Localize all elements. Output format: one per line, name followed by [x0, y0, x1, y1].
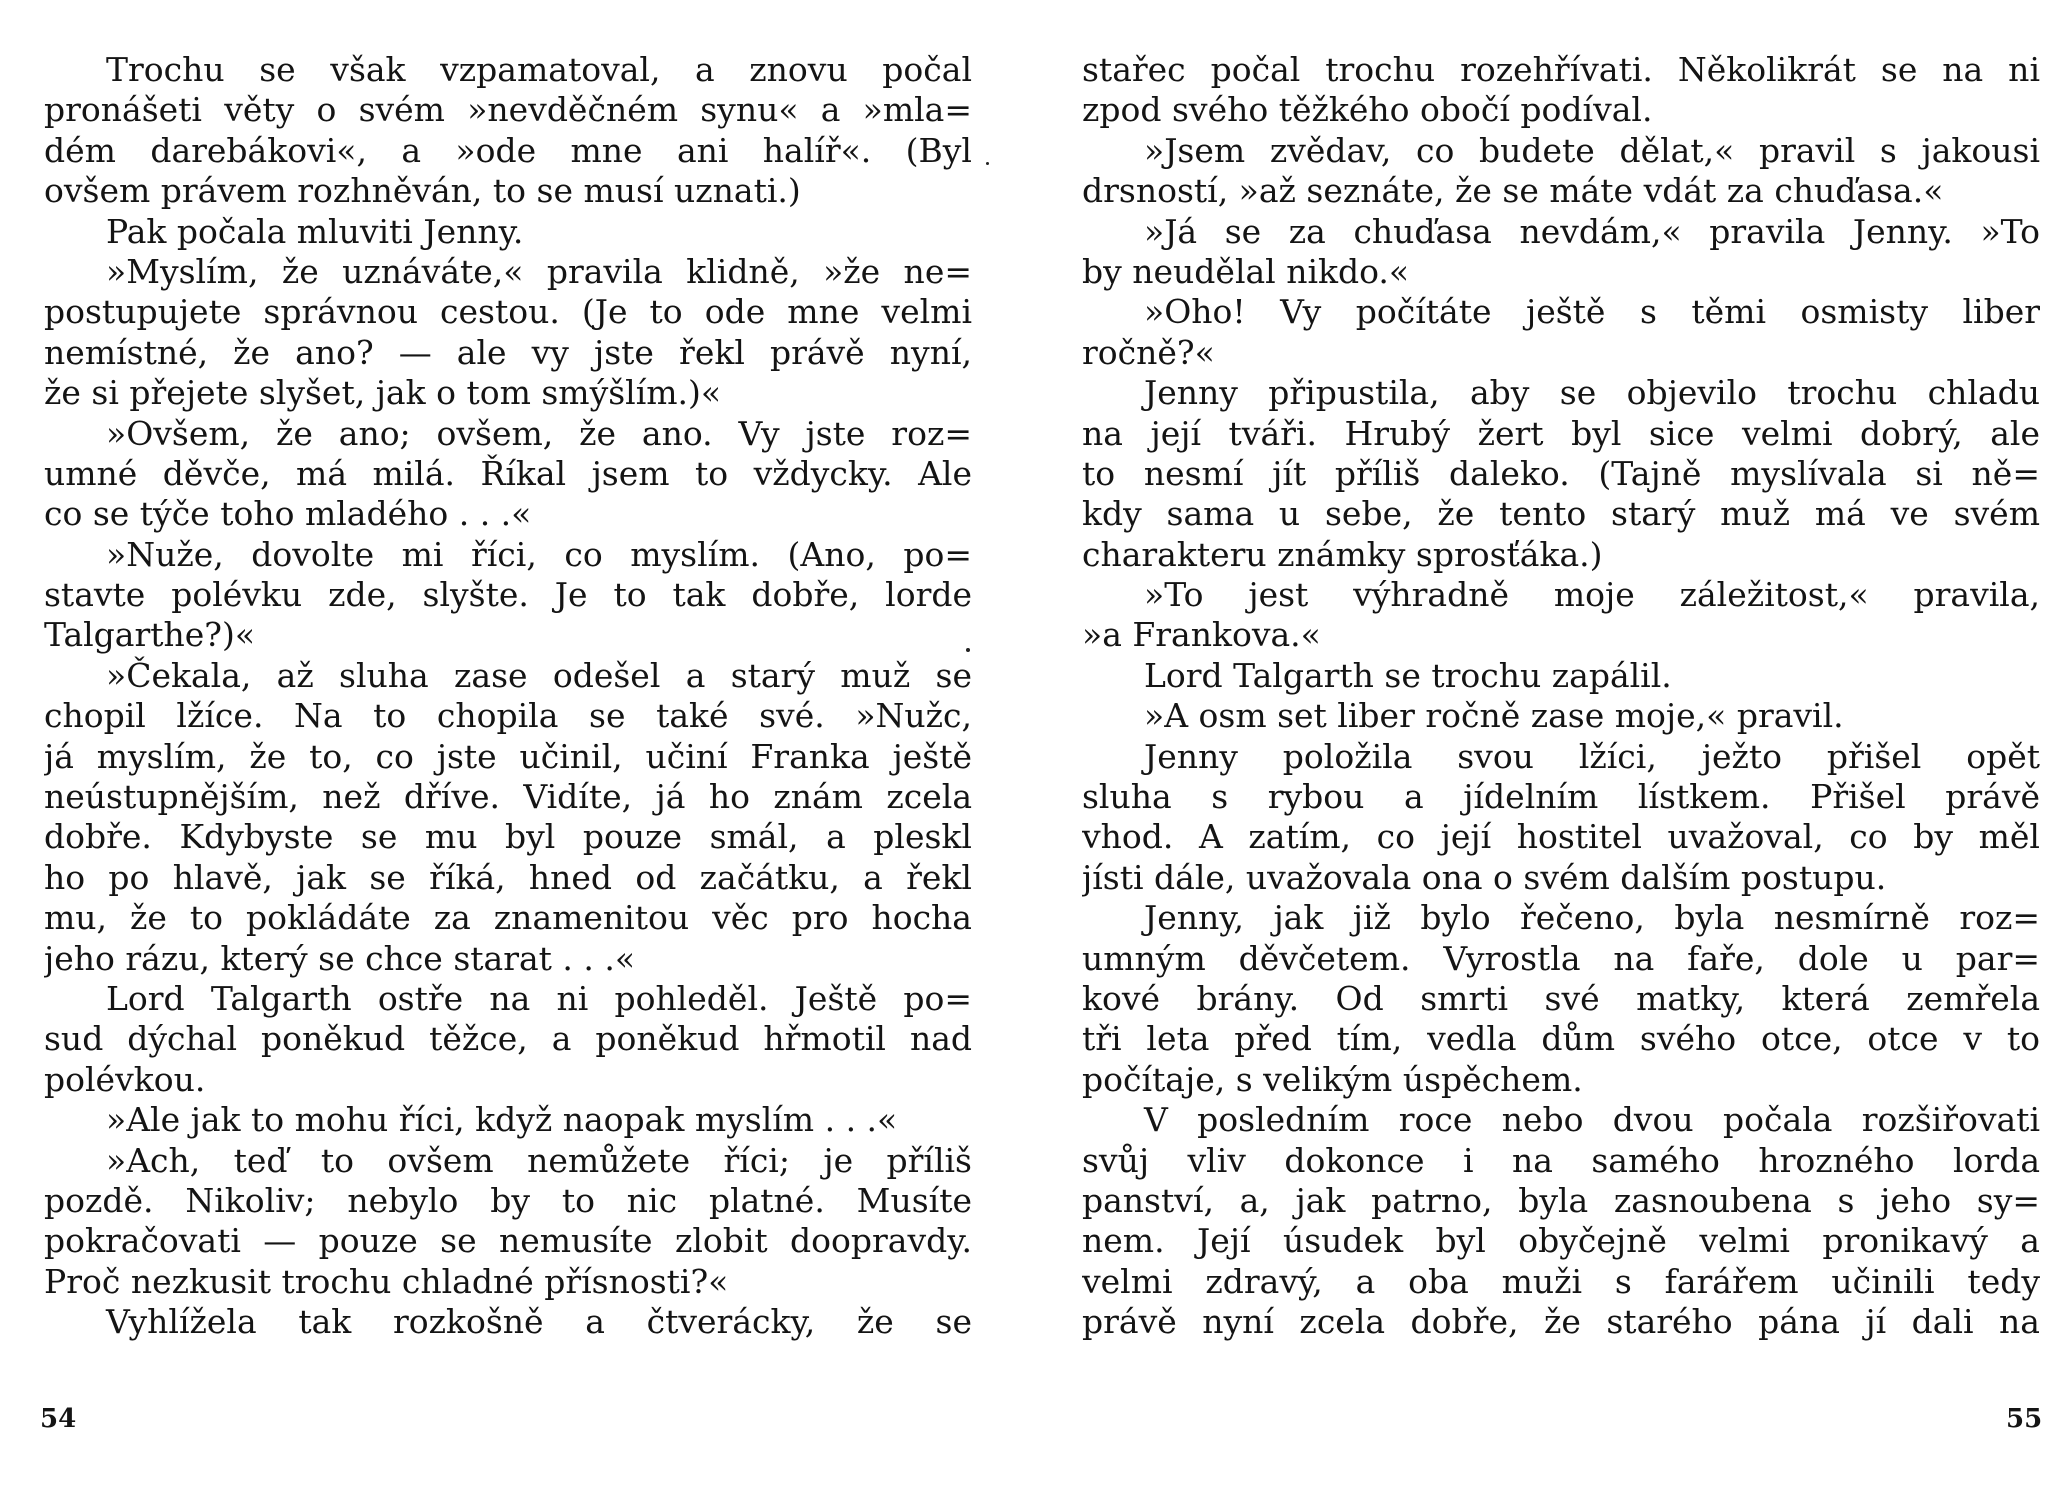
text-line: stařec počal trochu rozehřívati. Několikrát se na ni	[1082, 50, 2040, 89]
text-line: zpod svého těžkého obočí podíval.	[1082, 90, 1653, 130]
text-line: že si přejete slyšet, jak o tom smýšlím.)«	[44, 373, 722, 413]
text-line: mu, že to pokládáte za znamenitou věc pro hocha	[44, 898, 972, 938]
text-line: dobře. Kdybyste se mu byl pouze smál, a pleskl	[44, 817, 972, 857]
text-line: V posledním roce nebo dvou počala rozšiřovati	[1144, 1100, 2040, 1140]
text-line: »Čekala, až sluha zase odešel a starý muž se	[106, 655, 972, 695]
text-line: postupujete správnou cestou. (Je to ode mne velmi	[44, 292, 972, 332]
text-line: polévkou.	[44, 1059, 206, 1099]
text-line: umným děvčetem. Vyrostla na faře, dole u par=	[1082, 938, 2040, 978]
text-line: »Já se za chuďasa nevdám,« pravila Jenny. »To	[1144, 211, 2040, 251]
text-line: Vyhlížela tak rozkošně a čtverácky, že se	[106, 1302, 972, 1342]
text-line: ho po hlavě, jak se říká, hned od začátku, a řekl	[44, 857, 972, 897]
text-line: »Ale jak to mohu říci, když naopak myslím . . .«	[106, 1100, 898, 1140]
text-line: »a Frankova.«	[1082, 615, 1321, 655]
text-line: to nesmí jít příliš daleko. (Tajně myslívala si ně=	[1082, 453, 2040, 493]
text-line: charakteru známky sprosťáka.)	[1082, 534, 1603, 574]
text-line: ročně?«	[1082, 332, 1215, 372]
text-line: »Myslím, že uznáváte,« pravila klidně, »že ne=	[106, 251, 972, 291]
text-line: velmi zdravý, a oba muži s farářem učinili tedy	[1082, 1261, 2040, 1301]
text-line: stavte polévku zde, slyšte. Je to tak dobře, lorde	[44, 575, 972, 615]
text-line: »Nuže, dovolte mi říci, co myslím. (Ano, po=	[106, 534, 972, 574]
text-line: na její tváři. Hrubý žert byl sice velmi dobrý, ale	[1082, 413, 2040, 453]
text-line: Proč nezkusit trochu chladné přísnosti?«	[44, 1261, 729, 1301]
right-page-number: 55	[2006, 1404, 2043, 1434]
text-line: neústupnějším, než dříve. Vidíte, já ho znám zcela	[44, 777, 972, 817]
text-line: sluha s rybou a jídelním lístkem. Přišel právě	[1082, 777, 2040, 817]
left-page-number: 54	[40, 1404, 77, 1434]
text-line: ovšem právem rozhněván, to se musí uznati.)	[44, 171, 801, 211]
text-line: »Jsem zvědav, co budete dělat,« pravil s jakousi	[1144, 130, 2040, 170]
text-line: panství, a, jak patrno, byla zasnoubena s jeho sy=	[1082, 1180, 2040, 1220]
text-line: co se týče toho mladého . . .«	[44, 494, 532, 534]
text-line: Talgarthe?)«	[44, 615, 256, 655]
text-line: »A osm set liber ročně zase moje,« pravil.	[1144, 696, 1844, 736]
text-line: nemístné, že ano? — ale vy jste řekl právě nyní,	[44, 332, 972, 372]
text-line: sud dýchal poněkud těžce, a poněkud hřmotil nad	[44, 1019, 972, 1059]
text-line: kdy sama u sebe, že tento starý muž má ve svém	[1082, 494, 2040, 534]
text-line: »Oho! Vy počítáte ještě s těmi osmisty liber	[1144, 292, 2040, 332]
text-line: pokračovati — pouze se nemusíte zlobit doopravdy.	[44, 1221, 972, 1261]
text-line: Jenny, jak již bylo řečeno, byla nesmírně roz=	[1144, 898, 2040, 938]
text-line: kové brány. Od smrti své matky, která zemřela	[1082, 978, 2040, 1018]
text-line: »To jest výhradně moje záležitost,« pravila,	[1144, 575, 2040, 615]
text-line: nem. Její úsudek byl obyčejně velmi pronikavý a	[1082, 1221, 2040, 1261]
right-page	[1082, 50, 2040, 1343]
text-line: Trochu se však vzpamatoval, a znovu počal	[106, 50, 972, 89]
print-speck	[966, 648, 970, 652]
text-line: »Ovšem, že ano; ovšem, že ano. Vy jste roz=	[106, 413, 972, 453]
text-line: já myslím, že to, co jste učinil, učiní Franka ještě	[44, 736, 972, 776]
text-line: Lord Talgarth ostře na ni pohleděl. Ještě po=	[106, 978, 972, 1018]
text-line: jísti dále, uvažovala ona o svém dalším postupu.	[1082, 857, 1887, 897]
print-speck	[986, 162, 989, 165]
text-line: Pak počala mluviti Jenny.	[106, 211, 524, 251]
text-line: počítaje, s velikým úspěchem.	[1082, 1059, 1583, 1099]
left-page	[44, 50, 972, 1343]
text-line: tři leta před tím, vedla dům svého otce, otce v to	[1082, 1019, 2040, 1059]
text-line: svůj vliv dokonce i na samého hrozného lorda	[1082, 1140, 2040, 1180]
text-line: Jenny připustila, aby se objevilo trochu chladu	[1144, 373, 2040, 413]
text-line: chopil lžíce. Na to chopila se také své. »Nužc,	[44, 696, 972, 736]
text-line: drsností, »až seznáte, že se máte vdát za chuďasa.«	[1082, 171, 1944, 211]
text-line: jeho rázu, který se chce starat . . .«	[44, 938, 636, 978]
text-line: Jenny položila svou lžíci, ježto přišel opět	[1144, 736, 2040, 776]
text-line: pozdě. Nikoliv; nebylo by to nic platné. Musíte	[44, 1180, 972, 1220]
text-line: Lord Talgarth se trochu zapálil.	[1144, 655, 1672, 695]
text-line: umné děvče, má milá. Říkal jsem to vždycky. Ale	[44, 453, 972, 493]
text-line: by neudělal nikdo.«	[1082, 251, 1410, 291]
text-line: dém darebákovi«, a »ode mne ani halíř«. (Byl	[44, 130, 972, 170]
text-line: vhod. A zatím, co její hostitel uvažoval, co by měl	[1082, 817, 2040, 857]
text-line: »Ach, teď to ovšem nemůžete říci; je příliš	[106, 1140, 972, 1180]
text-line: pronášeti věty o svém »nevděčném synu« a »mla=	[44, 90, 972, 130]
text-line: právě nyní zcela dobře, že starého pána jí dali na	[1082, 1302, 2040, 1342]
